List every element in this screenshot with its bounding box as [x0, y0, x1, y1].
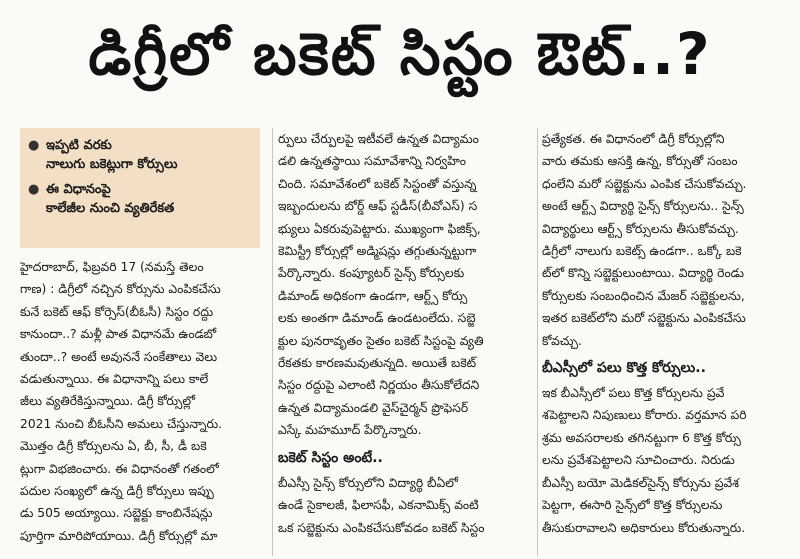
article-column-1: [20, 256, 268, 547]
article-line: శపెట్టాలని నిపుణులు కోరారు. వర్తమాన పరి: [542, 408, 747, 423]
article-line: ఇబ్బందులను బోర్డ్ ఆఫ్ స్టడీస్(బీవోఎస్) స: [278, 199, 478, 214]
article-line: తుందా..? అంటే అవుననే సంకేతాలు వెలు: [20, 349, 218, 364]
article-line: ఒక సబ్జెక్టును ఎంపికచేసుకోవడం బకెట్ సిస్టం: [278, 520, 485, 535]
article-column-2: [278, 128, 534, 539]
article-line: తీసుకురావాలని అధికారులు కోరుతున్నారు.: [542, 520, 746, 535]
article-line: ధంలేని మరో సబ్జెక్టును ఎంపిక చేసుకోవచ్చు.: [542, 176, 747, 191]
article-line: గాణ) : డిగ్రీలో నచ్చిన కోర్సును ఎంపికచేసు: [20, 282, 221, 297]
article-line: లకు అంతగా డిమాండ్ ఉండటంలేదు. సబ్జె: [278, 311, 476, 326]
article-line: మొత్తం డిగ్రీ కోర్సులను ఏ, బీ, సీ, డీ బకె: [20, 439, 207, 454]
highlight-line: నాలుగు బకెట్లుగా కోర్సులు: [46, 157, 178, 172]
article-line: డిగ్రీలో నాలుగు బకెట్స్ ఉండగా.. ఒక్కో బకె: [542, 244, 742, 259]
article-column-3: [542, 128, 788, 539]
article-line: రేకతకు కారణమవుతున్నది. అయితే బకెట్: [278, 356, 477, 371]
column-3-body: [542, 128, 788, 352]
article-line: కానుందా..? మళ్లీ పాత విధానమే ఉండబో: [20, 327, 217, 342]
article-line: ఎస్కే మహమూద్ పేర్కొన్నారు.: [278, 423, 422, 438]
article-line: కెమిస్ట్రీ కోర్సుల్లో అడ్మిషన్లు తగ్గుతున్నట్టుగా: [278, 244, 477, 259]
article-line: డిమాండ్ అధికంగా ఉండగా, ఆర్ట్స్ కోర్సు: [278, 288, 468, 303]
bullet-icon: ●: [28, 138, 40, 153]
article-line: కోర్సులకు సంబంధించిన మేజర్ సబ్జెక్టులను,: [542, 288, 745, 303]
article-line: క్టుల పునరావృతం సైతం బకెట్ సిస్టంపై వ్యతి: [278, 333, 484, 348]
highlight-line: కాలేజీల నుంచి వ్యతిరేకత: [46, 201, 175, 216]
subheading-bucket-system: బకెట్ సిస్టం అంటే..: [278, 449, 383, 466]
article-line: ర్పులు చేర్పులపై ఇటీవలే ఉన్నత విద్యామం: [278, 132, 479, 146]
article-line: భ్యులు ఏకరువుపెట్టారు. ముఖ్యంగా ఫిజిక్స్,: [278, 221, 481, 236]
highlight-line: ఇప్పటి వరకు: [46, 138, 112, 153]
article-line: హైదరాబాద్, ఫిబ్రవరి 17 (నమస్తే తెలం: [20, 260, 204, 274]
column-2-body-cont: [278, 472, 534, 539]
article-line: పూర్తిగా మారిపోయాయి. డిగ్రీ కోర్సుల్లో మా: [20, 528, 218, 543]
article-line: శ్రమ అవసరాలకు తగినట్టుగా 6 కొత్త కోర్సు: [542, 430, 741, 445]
article-line: పేర్కొన్నారు. కంప్యూటర్ సైన్స్ కోర్సులకు: [278, 266, 465, 281]
article-line: ట్లుగా విభజించారు. ఈ విధానంతో గతంలో: [20, 461, 219, 476]
article-line: అంటే ఆర్ట్స్ విద్యార్థి సైన్స్ కోర్సులను.. సైన్స్: [542, 199, 744, 214]
column-2-body: [278, 128, 534, 442]
article-line: కునే బకెట్ ఆఫ్ కోర్సెస్(బీఓసీ) సిస్టం రద్దు: [20, 304, 214, 319]
headline: డిగ్రీలో బకెట్ సిస్టం ఔట్..?: [88, 19, 712, 88]
bullet-icon: ●: [28, 182, 40, 197]
article-line: ప్రత్యేకత. ఈ విధానంలో డిగ్రీ కోర్సుల్లోని: [542, 132, 725, 146]
article-line: వడుతున్నాయి. ఈ విధానాన్ని పలు కాలే: [20, 372, 209, 387]
highlight-line: ఈ విధానంపై: [46, 182, 111, 197]
article-line: ఇతర బకెట్‌లోని మరో సబ్జెక్టును ఎంపికచేసు: [542, 311, 746, 326]
article-line: ఉండే సైకాలజీ, ఫిలాసఫీ, ఎకనామిక్స్ వంటి: [278, 498, 479, 513]
article-line: చింది. సమావేశంలో బకెట్ సిస్టంతో వస్తున్న: [278, 176, 477, 191]
article-line: కోవచ్చు.: [542, 333, 582, 348]
article-line: ఉన్నత విద్యామండలి వైస్‌చైర్మన్ ప్రొఫెసర్: [278, 400, 469, 415]
article-line: డు 505 అయ్యాయి. సబ్జెక్టు కాంబినేషన్లు: [20, 506, 213, 521]
highlights-box: [20, 128, 260, 248]
article-line: డలి ఉన్నతస్థాయి సమావేశాన్ని నిర్వహిం: [278, 154, 466, 169]
article-line: విద్యార్థులు ఆర్ట్స్ కోర్సులను తీసుకోవచ్చు.: [542, 221, 739, 236]
article-line: బీఎస్సీ సైన్స్ కోర్సులోని విద్యార్థి బీఏలో: [278, 475, 458, 490]
column-divider: [272, 128, 273, 556]
article-line: ఇక బీఎస్సీలో పలు కొత్త కోర్సులను ప్రవే: [542, 386, 725, 401]
article-line: పెట్టగా, ఈసారి సైన్స్‌లో కొత్త కోర్సులను: [542, 498, 723, 513]
subheading-new-courses: బీఎస్సీలో పలు కొత్త కోర్సులు..: [542, 360, 706, 377]
highlight-item-2: [28, 180, 254, 218]
column-3-body-cont: [542, 382, 788, 539]
article-line: ట్‌లో కొన్ని సబ్జెక్టులుంటాయి. విద్యార్థి రెండు: [542, 266, 745, 281]
article-line: 2021 నుంచి బీఓసీని అమలు చేస్తున్నారు.: [20, 416, 222, 431]
article-line: బీఎస్సీ బయో మెడికల్‌సైన్స్ కోర్సును ప్రవేశ: [542, 475, 739, 490]
article-line: వారు తమకు ఆసక్తి ఉన్న, కోర్సుతో సంబం: [542, 154, 738, 169]
article-line: జీలు వ్యతిరేకిస్తున్నాయి. డిగ్రీ కోర్సుల్లో: [20, 394, 196, 409]
article-line: పదుల సంఖ్యలో ఉన్న డిగ్రీ కోర్సులు ఇప్పు: [20, 484, 214, 499]
highlight-item-1: [28, 136, 254, 174]
column-divider: [537, 128, 538, 556]
article-line: లను ప్రవేశపెట్టాలని సూచించారు. నిరుడు: [542, 453, 735, 468]
article-line: సిస్టం రద్దుపై ఎలాంటి నిర్ణయం తీసుకోలేదని: [278, 378, 480, 393]
